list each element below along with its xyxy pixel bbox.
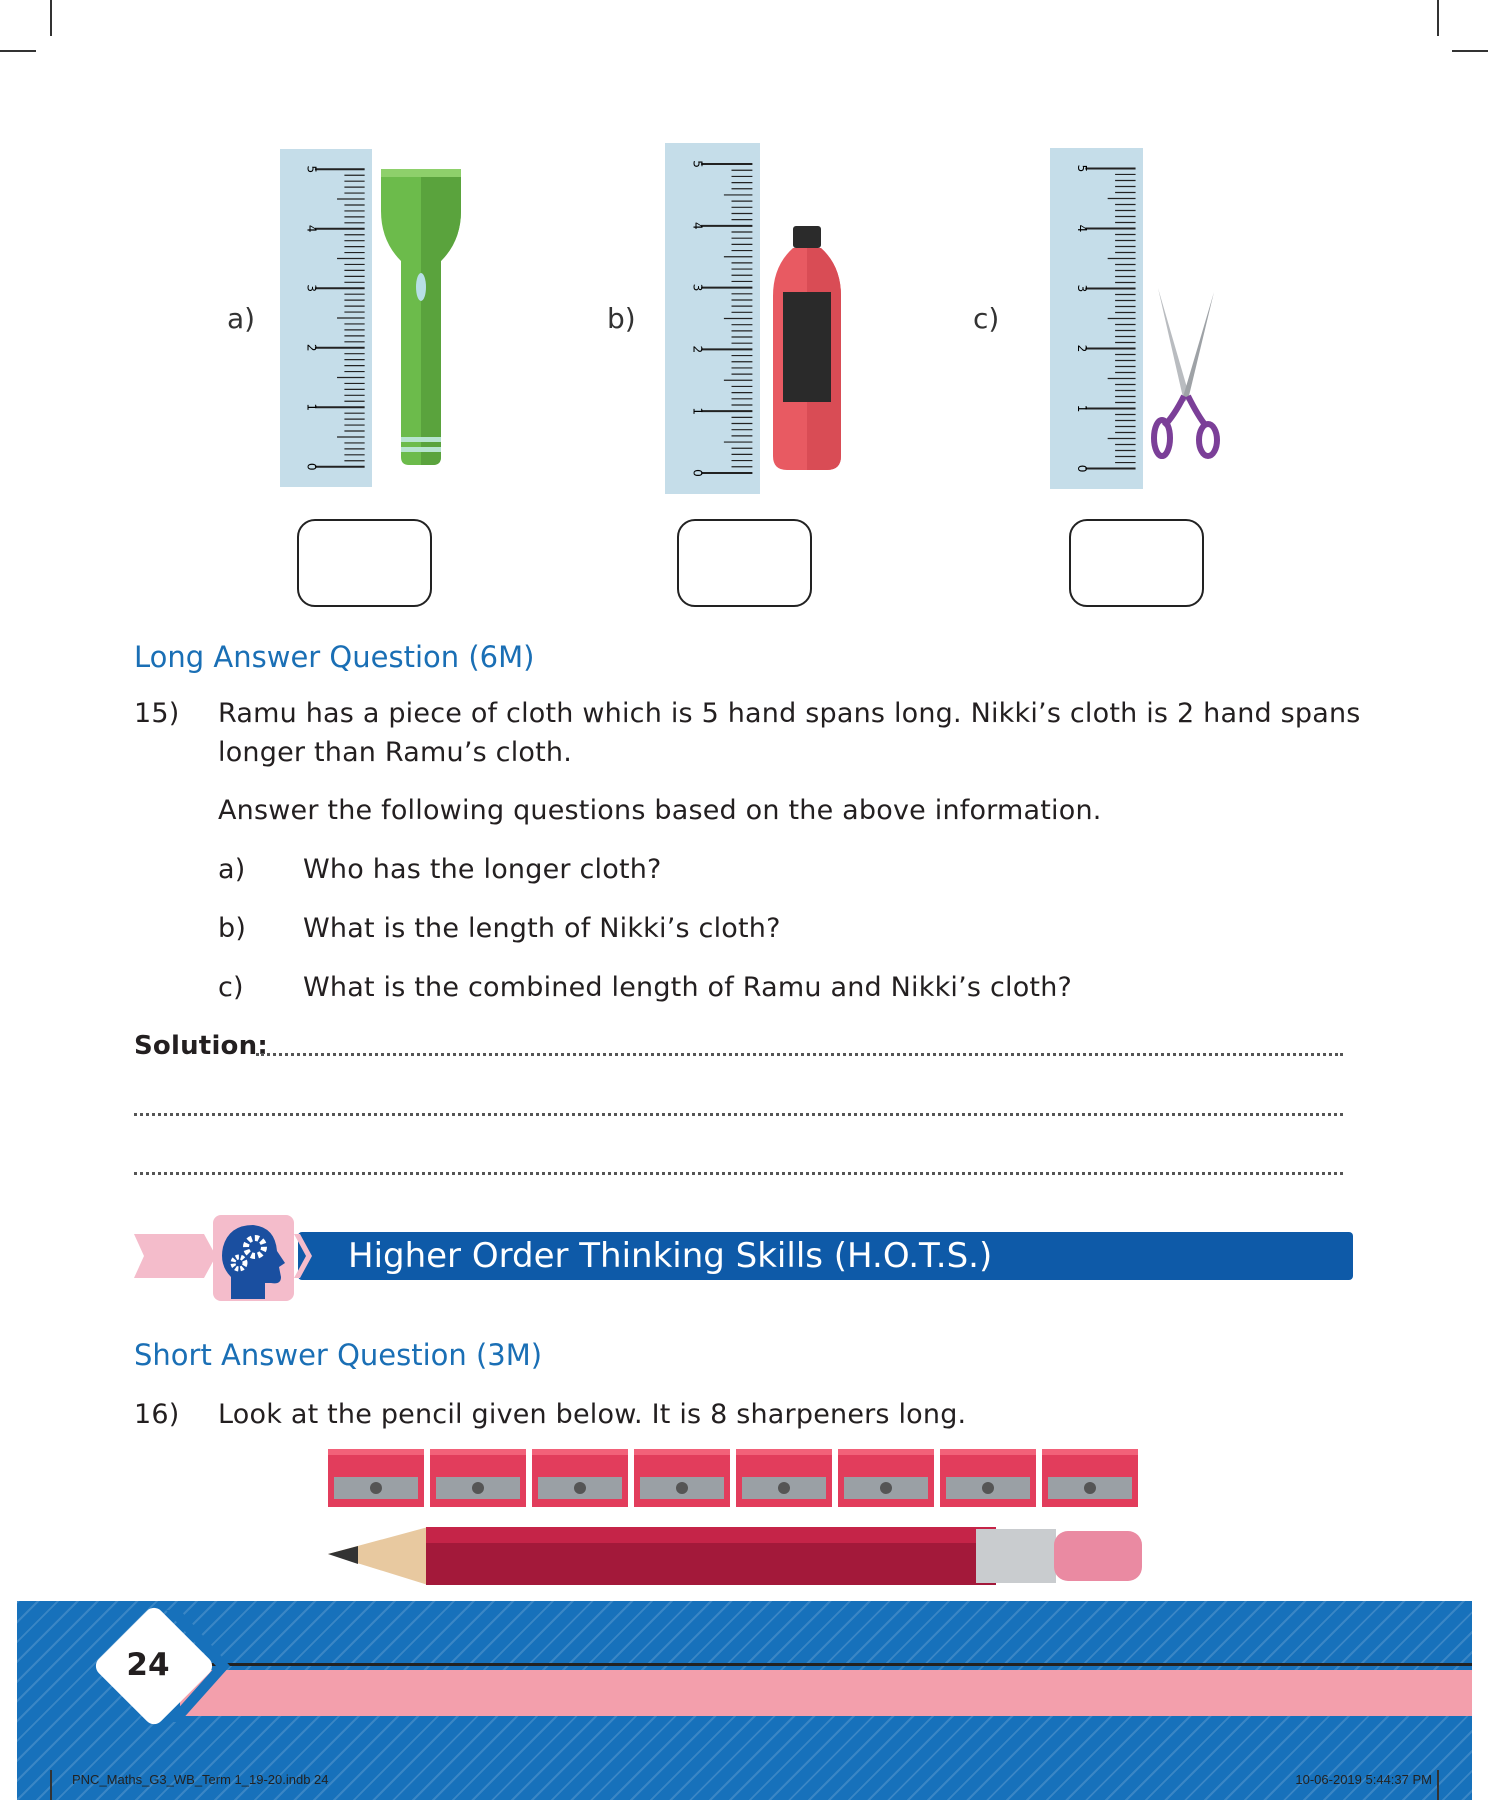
part-text: What is the combined length of Ramu and Nikki’s cloth? [303, 972, 1073, 1003]
crop-mark [50, 0, 52, 36]
head-gears-icon [213, 1215, 294, 1301]
ruler-tick-label: 1 [1074, 404, 1089, 413]
part-text: Who has the longer cloth? [303, 854, 662, 885]
ruler-tick-label: 2 [690, 345, 705, 354]
ruler-tick-label: 4 [690, 222, 705, 230]
crop-mark [1437, 1770, 1439, 1800]
crop-mark [0, 50, 36, 52]
ruler [1050, 148, 1143, 489]
ruler-tick-label: 5 [690, 160, 705, 168]
bottle-icon [773, 226, 841, 472]
answer-line[interactable] [134, 1171, 1343, 1175]
ruler-tick-label: 2 [1074, 344, 1089, 353]
item-label: b) [607, 302, 636, 335]
ruler-tick-label: 5 [1074, 164, 1089, 173]
scissors-icon [1148, 288, 1224, 468]
part-label: c) [218, 972, 244, 1003]
ruler [665, 143, 760, 494]
answer-box-c[interactable] [1069, 519, 1204, 607]
ruler-tick-label: 1 [690, 407, 705, 415]
ruler-tick-label: 4 [304, 224, 319, 233]
answer-line[interactable] [134, 1112, 1343, 1116]
ruler-tick-label: 3 [304, 284, 319, 293]
file-info: PNC_Maths_G3_WB_Term 1_19-20.indb 24 [72, 1772, 329, 1787]
sharpener-icon [430, 1449, 526, 1507]
ruler-tick-label: 0 [1074, 464, 1089, 473]
ruler-tick-label: 5 [304, 165, 319, 174]
divider [180, 1663, 1472, 1666]
ruler-tick-label: 3 [690, 283, 705, 292]
question-text: Ramu has a piece of cloth which is 5 hand spans long. Nikki’s cloth is 2 hand spans [218, 698, 1361, 729]
hots-title: Higher Order Thinking Skills (H.O.T.S.) [348, 1236, 993, 1276]
pencil-icon [328, 1527, 1144, 1585]
sharpener-icon [940, 1449, 1036, 1507]
solution-label: Solution: [134, 1031, 268, 1061]
sharpener-icon [736, 1449, 832, 1507]
crop-mark [1437, 0, 1439, 36]
sharpener-icon [1042, 1449, 1138, 1507]
footer-stripe [180, 1670, 1472, 1716]
answer-box-a[interactable] [297, 519, 432, 607]
question-number: 15) [134, 698, 180, 729]
ruler-tick-label: 2 [304, 343, 319, 352]
answer-line[interactable] [256, 1052, 1343, 1056]
part-label: a) [218, 854, 246, 885]
sharpener-icon [634, 1449, 730, 1507]
ruler-tick-label: 3 [1074, 284, 1089, 293]
short-answer-heading: Short Answer Question (3M) [134, 1338, 543, 1372]
ruler-tick-label: 0 [690, 469, 705, 477]
part-text: What is the length of Nikki’s cloth? [303, 913, 781, 944]
part-label: b) [218, 913, 247, 944]
ruler [280, 149, 372, 487]
page-number: 24 [126, 1647, 170, 1683]
hots-banner [298, 1232, 1353, 1280]
question-number: 16) [134, 1399, 180, 1430]
sharpener-icon [532, 1449, 628, 1507]
crop-mark [1452, 50, 1488, 52]
sharpener-icon [328, 1449, 424, 1507]
ruler-tick-label: 0 [304, 462, 319, 471]
long-answer-heading: Long Answer Question (6M) [134, 640, 535, 674]
ruler-tick-label: 4 [1074, 224, 1089, 233]
ruler-tick-label: 1 [304, 403, 319, 412]
flashlight-icon [379, 165, 463, 467]
item-label: a) [227, 302, 256, 335]
banner-notch [294, 1234, 314, 1278]
crop-mark [50, 1770, 52, 1800]
instruction-text: Answer the following questions based on the above information. [218, 795, 1102, 826]
item-label: c) [973, 302, 1000, 335]
answer-box-b[interactable] [677, 519, 812, 607]
sharpener-icon [838, 1449, 934, 1507]
question-text: longer than Ramu’s cloth. [218, 737, 573, 768]
question-text: Look at the pencil given below. It is 8 sharpeners long. [218, 1399, 967, 1430]
timestamp: 10-06-2019 5:44:37 PM [1295, 1772, 1432, 1787]
